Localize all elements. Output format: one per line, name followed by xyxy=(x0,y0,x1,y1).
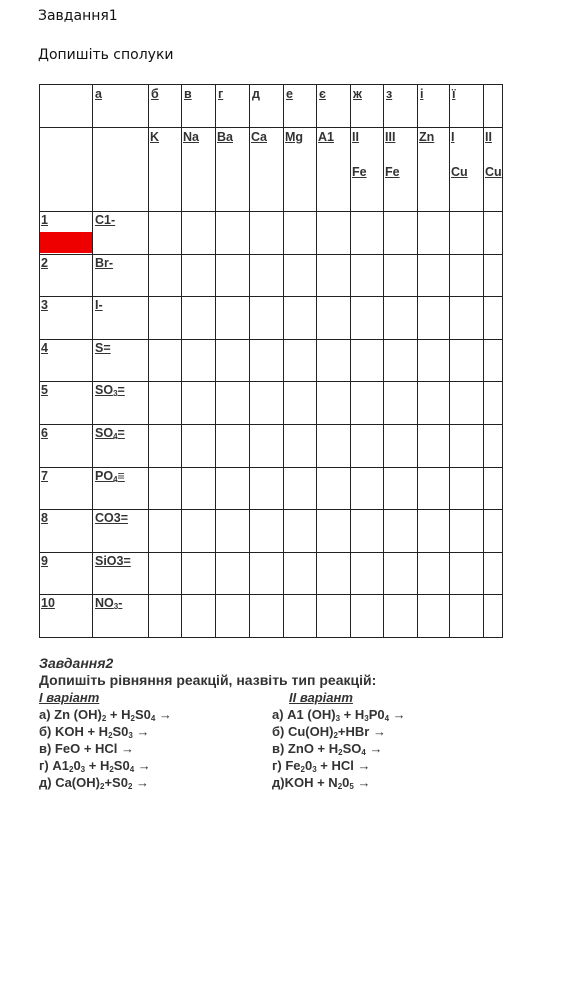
variant1-reaction: а) Zn $(OH)_2 + H_2S0_4$ → xyxy=(39,707,172,723)
column-letter: а xyxy=(95,87,102,101)
metal-symbol: A1 xyxy=(318,130,334,144)
compound-answer-cell[interactable] xyxy=(250,510,284,553)
column-letter: і xyxy=(420,87,424,101)
compound-answer-cell[interactable] xyxy=(484,382,503,425)
compound-answer-cell[interactable] xyxy=(284,254,317,297)
task2-title: Завдання2 xyxy=(39,655,114,671)
row-number-cell xyxy=(40,212,93,255)
compound-answer-cell[interactable] xyxy=(351,552,384,595)
compound-answer-cell[interactable] xyxy=(216,339,250,382)
row-number: 6 xyxy=(41,425,48,440)
task2-instruction: Допишіть рівняння реакцій, назвіть тип реакцій: xyxy=(39,672,377,688)
compound-answer-cell[interactable] xyxy=(484,254,503,297)
header-letter-cell xyxy=(182,85,216,128)
row-number: 10 xyxy=(41,596,55,611)
compound-answer-cell[interactable] xyxy=(182,467,216,510)
metal-symbol-lower: Fe xyxy=(352,165,367,179)
compound-answer-cell[interactable] xyxy=(149,424,182,467)
compound-answer-cell[interactable] xyxy=(418,297,450,340)
metal-symbol: II xyxy=(485,130,492,144)
header-letter-cell xyxy=(284,85,317,128)
task2-section xyxy=(39,655,559,795)
compound-answer-cell[interactable] xyxy=(384,254,418,297)
variant2-reaction: $д)KOH + N_20_5$ → xyxy=(272,775,371,791)
table-row xyxy=(40,339,503,382)
column-letter: в xyxy=(184,87,192,101)
compound-answer-cell[interactable] xyxy=(149,510,182,553)
metal-symbol: II xyxy=(352,130,359,144)
compound-answer-cell[interactable] xyxy=(418,424,450,467)
compound-answer-cell[interactable] xyxy=(284,424,317,467)
compound-answer-cell[interactable] xyxy=(351,297,384,340)
metal-cell xyxy=(351,128,384,212)
variants xyxy=(39,689,559,795)
task1-instruction: Допишіть сполуки xyxy=(38,47,174,63)
compound-answer-cell[interactable] xyxy=(317,382,351,425)
row-number-cell xyxy=(40,552,93,595)
header-corner-cell xyxy=(40,85,93,128)
compound-answer-cell[interactable] xyxy=(149,467,182,510)
compound-answer-cell[interactable] xyxy=(182,382,216,425)
compound-answer-cell[interactable] xyxy=(351,510,384,553)
header-letter-cell xyxy=(317,85,351,128)
header-letter-cell xyxy=(484,85,503,128)
row-number: 8 xyxy=(41,511,48,526)
compound-answer-cell[interactable] xyxy=(384,339,418,382)
metal-cell xyxy=(284,128,317,212)
compound-answer-cell[interactable] xyxy=(182,595,216,638)
metal-cell xyxy=(384,128,418,212)
metal-symbol: Na xyxy=(183,130,199,144)
column-letter: е xyxy=(286,87,293,101)
compounds-table xyxy=(39,84,503,638)
compound-answer-cell[interactable] xyxy=(450,467,484,510)
anion-formula: CO3= xyxy=(95,511,129,526)
compound-answer-cell[interactable] xyxy=(216,297,250,340)
metal-symbol-lower: Cu xyxy=(451,165,468,179)
header-letter-cell xyxy=(450,85,484,128)
metal-symbol: Ba xyxy=(217,130,233,144)
compound-answer-cell[interactable] xyxy=(182,424,216,467)
row-number: 3 xyxy=(41,298,48,313)
compound-answer-cell[interactable] xyxy=(418,552,450,595)
compound-answer-cell[interactable] xyxy=(149,595,182,638)
variant1-title: І варіант xyxy=(39,690,100,705)
compound-answer-cell[interactable] xyxy=(450,212,484,255)
anion-cell xyxy=(93,467,149,510)
metal-symbol-lower: Cu xyxy=(485,165,502,179)
compound-answer-cell[interactable] xyxy=(384,212,418,255)
variant2-column xyxy=(272,689,406,791)
compound-answer-cell[interactable] xyxy=(450,510,484,553)
compound-answer-cell[interactable] xyxy=(182,510,216,553)
compound-answer-cell[interactable] xyxy=(284,510,317,553)
metal-cell xyxy=(182,128,216,212)
compound-answer-cell[interactable] xyxy=(384,510,418,553)
compound-answer-cell[interactable] xyxy=(250,212,284,255)
compound-answer-cell[interactable] xyxy=(216,254,250,297)
compound-answer-cell[interactable] xyxy=(250,297,284,340)
compound-answer-cell[interactable] xyxy=(484,339,503,382)
table-row xyxy=(40,254,503,297)
compound-answer-cell[interactable] xyxy=(384,424,418,467)
row-number-cell xyxy=(40,254,93,297)
anion-cell xyxy=(93,339,149,382)
table-row xyxy=(40,382,503,425)
compound-answer-cell[interactable] xyxy=(149,339,182,382)
row-number-cell xyxy=(40,339,93,382)
anion-formula: $SO_4=$ xyxy=(95,425,125,441)
metal-symbol: K xyxy=(150,130,160,144)
compound-answer-cell[interactable] xyxy=(317,297,351,340)
compound-answer-cell[interactable] xyxy=(182,552,216,595)
compound-answer-cell[interactable] xyxy=(182,212,216,255)
column-letter: г xyxy=(218,87,224,101)
compound-answer-cell[interactable] xyxy=(250,339,284,382)
header-letter-cell xyxy=(93,85,149,128)
compound-answer-cell[interactable] xyxy=(484,552,503,595)
anion-cell xyxy=(93,254,149,297)
compound-answer-cell[interactable] xyxy=(149,382,182,425)
row-number: 7 xyxy=(41,468,48,483)
header-letter-cell xyxy=(384,85,418,128)
anion-formula: Br- xyxy=(95,255,114,270)
compound-answer-cell[interactable] xyxy=(484,297,503,340)
header-empty-cell xyxy=(93,128,149,212)
compound-answer-cell[interactable] xyxy=(182,297,216,340)
compound-answer-cell[interactable] xyxy=(149,297,182,340)
metal-cell xyxy=(149,128,182,212)
column-letter: д xyxy=(252,87,260,101)
task1-title: Завдання1 xyxy=(38,8,118,24)
table-row xyxy=(40,212,503,255)
compound-answer-cell[interactable] xyxy=(418,212,450,255)
header-letter-cell xyxy=(351,85,384,128)
compound-answer-cell[interactable] xyxy=(250,382,284,425)
anion-formula: C1- xyxy=(95,213,116,227)
compound-answer-cell[interactable] xyxy=(250,467,284,510)
compound-answer-cell[interactable] xyxy=(149,212,182,255)
compound-answer-cell[interactable] xyxy=(216,424,250,467)
row-number-cell xyxy=(40,595,93,638)
compound-answer-cell[interactable] xyxy=(284,595,317,638)
compound-answer-cell[interactable] xyxy=(351,212,384,255)
table-row xyxy=(40,424,503,467)
metal-symbol: III xyxy=(385,130,396,144)
compound-answer-cell[interactable] xyxy=(216,212,250,255)
metal-cell xyxy=(484,128,503,212)
compound-answer-cell[interactable] xyxy=(216,467,250,510)
metal-cell xyxy=(418,128,450,212)
row-number-cell xyxy=(40,382,93,425)
compound-answer-cell[interactable] xyxy=(484,212,503,255)
column-letter: б xyxy=(151,87,159,101)
compound-answer-cell[interactable] xyxy=(216,510,250,553)
compound-answer-cell[interactable] xyxy=(450,254,484,297)
compound-answer-cell[interactable] xyxy=(182,339,216,382)
metal-cell xyxy=(250,128,284,212)
compound-answer-cell[interactable] xyxy=(450,382,484,425)
compound-answer-cell[interactable] xyxy=(418,339,450,382)
row-number-cell xyxy=(40,297,93,340)
compound-answer-cell[interactable] xyxy=(317,424,351,467)
header-letter-cell xyxy=(250,85,284,128)
compound-answer-cell[interactable] xyxy=(317,212,351,255)
variant2-reactions xyxy=(272,706,406,791)
row-number-cell xyxy=(40,510,93,553)
compound-answer-cell[interactable] xyxy=(484,467,503,510)
compound-answer-cell[interactable] xyxy=(250,595,284,638)
compound-answer-cell[interactable] xyxy=(418,595,450,638)
compound-answer-cell[interactable] xyxy=(450,297,484,340)
metal-symbol: Mg xyxy=(285,130,304,144)
compound-answer-cell[interactable] xyxy=(351,339,384,382)
header-letters-row xyxy=(40,85,503,128)
compound-answer-cell[interactable] xyxy=(450,552,484,595)
compound-answer-cell[interactable] xyxy=(149,254,182,297)
metal-symbol-lower: Fe xyxy=(385,165,400,179)
variant2-reaction: в) ZnO + $H_2SO_4$ → xyxy=(272,741,383,757)
anion-formula: $PO_4\equiv$ xyxy=(95,468,125,484)
compound-answer-cell[interactable] xyxy=(216,382,250,425)
compound-answer-cell[interactable] xyxy=(284,212,317,255)
anion-formula: S= xyxy=(95,340,111,355)
compound-answer-cell[interactable] xyxy=(418,467,450,510)
variant1-reaction: г) $A1_20_3 + H_2S0_4$ → xyxy=(39,758,151,774)
anion-cell xyxy=(93,595,149,638)
compound-answer-cell[interactable] xyxy=(149,552,182,595)
compound-answer-cell[interactable] xyxy=(216,595,250,638)
variant2-reaction: б) $Cu(OH)_2+HBr$ → xyxy=(272,724,386,740)
table-row xyxy=(40,467,503,510)
table-row xyxy=(40,297,503,340)
compound-answer-cell[interactable] xyxy=(484,595,503,638)
variant2-reaction: г) $Fe_20_3$ + HCl → xyxy=(272,758,371,774)
compound-answer-cell[interactable] xyxy=(317,254,351,297)
row-number-cell xyxy=(40,424,93,467)
anion-cell xyxy=(93,552,149,595)
metal-cell xyxy=(317,128,351,212)
compound-answer-cell[interactable] xyxy=(384,467,418,510)
compound-answer-cell[interactable] xyxy=(317,552,351,595)
header-letter-cell xyxy=(418,85,450,128)
compound-answer-cell[interactable] xyxy=(317,467,351,510)
compound-answer-cell[interactable] xyxy=(384,595,418,638)
compound-answer-cell[interactable] xyxy=(418,254,450,297)
anion-cell xyxy=(93,382,149,425)
compound-answer-cell[interactable] xyxy=(450,339,484,382)
compound-answer-cell[interactable] xyxy=(250,552,284,595)
metal-symbol: Zn xyxy=(419,130,435,144)
metal-cell xyxy=(216,128,250,212)
metal-cell xyxy=(450,128,484,212)
header-letter-cell xyxy=(216,85,250,128)
compound-answer-cell[interactable] xyxy=(351,424,384,467)
compound-answer-cell[interactable] xyxy=(284,467,317,510)
row-number: 2 xyxy=(41,255,48,270)
row-number-cell xyxy=(40,467,93,510)
compound-answer-cell[interactable] xyxy=(418,382,450,425)
variant1-reactions xyxy=(39,706,172,791)
compound-answer-cell[interactable] xyxy=(384,552,418,595)
compound-answer-cell[interactable] xyxy=(351,467,384,510)
compound-answer-cell[interactable] xyxy=(317,595,351,638)
anion-formula: $NO_3-$ xyxy=(95,596,123,612)
compound-answer-cell[interactable] xyxy=(351,382,384,425)
row-number: 5 xyxy=(41,383,48,398)
compound-answer-cell[interactable] xyxy=(351,595,384,638)
compound-answer-cell[interactable] xyxy=(284,339,317,382)
compound-answer-cell[interactable] xyxy=(284,382,317,425)
column-letter: з xyxy=(386,87,393,101)
row-number: 4 xyxy=(41,340,48,355)
variant1-column xyxy=(39,689,172,791)
variant1-reaction: б) KOH + $H_2S0_3$ → xyxy=(39,724,150,740)
compound-answer-cell[interactable] xyxy=(317,339,351,382)
header-empty-cell xyxy=(40,128,93,212)
compound-answer-cell[interactable] xyxy=(284,552,317,595)
metal-symbol: Ca xyxy=(251,130,267,144)
variant1-reaction: в) FeO + HCl → xyxy=(39,741,135,756)
column-letter: ж xyxy=(353,87,362,101)
compound-answer-cell[interactable] xyxy=(384,297,418,340)
red-highlight xyxy=(40,232,92,253)
anion-cell xyxy=(93,510,149,553)
anion-formula: SiO3= xyxy=(95,553,131,568)
table-row xyxy=(40,552,503,595)
compound-answer-cell[interactable] xyxy=(284,297,317,340)
anion-cell xyxy=(93,424,149,467)
compound-answer-cell[interactable] xyxy=(450,595,484,638)
anion-cell xyxy=(93,297,149,340)
column-letter: є xyxy=(319,87,326,101)
compound-answer-cell[interactable] xyxy=(317,510,351,553)
compound-answer-cell[interactable] xyxy=(351,254,384,297)
metal-symbol: I xyxy=(451,130,455,144)
row-number: 1 xyxy=(41,213,48,227)
header-letter-cell xyxy=(149,85,182,128)
compound-answer-cell[interactable] xyxy=(216,552,250,595)
variant2-reaction: а) A1 $(OH)_3 + H_3P0_4$ → xyxy=(272,707,406,723)
header-metals-row xyxy=(40,128,503,212)
compound-answer-cell[interactable] xyxy=(384,382,418,425)
compound-answer-cell[interactable] xyxy=(484,510,503,553)
compound-answer-cell[interactable] xyxy=(182,254,216,297)
compound-answer-cell[interactable] xyxy=(484,424,503,467)
variant2-title: ІІ варіант xyxy=(289,690,353,705)
anion-formula: $SO_3=$ xyxy=(95,383,125,399)
compound-answer-cell[interactable] xyxy=(250,254,284,297)
column-letter: ї xyxy=(452,87,456,101)
compound-answer-cell[interactable] xyxy=(250,424,284,467)
anion-cell xyxy=(93,212,149,255)
table-row xyxy=(40,510,503,553)
anion-formula: I- xyxy=(95,298,103,313)
compound-answer-cell[interactable] xyxy=(450,424,484,467)
table-row xyxy=(40,595,503,638)
variant1-reaction: д) $Ca(OH)_2+S0_2$ → xyxy=(39,775,150,791)
row-number: 9 xyxy=(41,553,48,568)
compound-answer-cell[interactable] xyxy=(418,510,450,553)
